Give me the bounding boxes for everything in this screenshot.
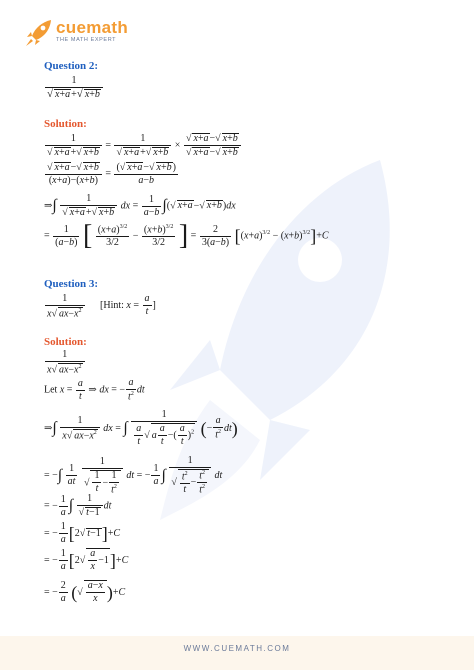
brand-logo[interactable] (56, 20, 128, 43)
solution-2-step-2: $\frac{√ x+a-√ x+b}{(x+a)-(x+b)}$ = $\frac{(√ x+a-√ x+b)}{a-b}$ (47, 162, 176, 186)
solution-3-step-3: ⇒∫ $\frac{1}{x√ ax-x^2}$ dx = ∫ 1 $\frac{a}{t}$ √ a $\frac{a}{t}$ −( $\frac{a}{t}$ )$^2$ (− $\frac{a}{t^2}$ dt) (44, 409, 238, 447)
footer-url[interactable]: WWW.CUEMATH.COM (183, 644, 291, 653)
brand-tagline: THE MATH EXPERT (56, 37, 117, 43)
solution-3-step-1: $\frac{1}{x√ ax-x^2}$ (44, 350, 86, 375)
question-3-heading: Question 3: (44, 278, 99, 290)
question-3-hint: [Hint: x = $\frac{a}{t}$ ] (100, 293, 156, 317)
rocket-icon (24, 18, 54, 48)
solution-2-step-4: = $\frac{1}{(a-b)}$ [ $\frac{(x+a)^{3/2}}{3/2}$ − $\frac{(x+b)^{3/2}}{3/2}$ ] = $\frac{2}{3(a-b)}$ $[(x+a)^{3/2} - (x+b)^{3/2}]+C$ (44, 220, 329, 251)
let-label: Let (44, 384, 58, 396)
solution-3-step-8: = − $\frac{2}{a}$ (√ $\frac{a-x}{x}$ )+C (44, 580, 126, 604)
solution-3-heading: Solution: (44, 336, 87, 348)
question-2-heading: Question 2: (44, 60, 99, 72)
solution-3-step-7: = − $\frac{1}{a}$ [2√ $\frac{a}{x}$ −1]+C (44, 548, 129, 572)
solution-3-step-4: = −∫ $\frac{1}{at}$ 1 √ $\frac{1}{t}$ − $\frac{1}{t^2}$ dt = − $\frac{1}{a}$ ∫ 1 √ $\frac{t^2}{t}$ − $\frac{t^2}{t^2}$ dt (44, 455, 223, 496)
solution-3-step-5: = − $\frac{1}{a}$ ∫ $\frac{1}{√ t-1}$ dt (44, 493, 112, 518)
solution-2-step-1: $\frac{1}{√ x+a+√ x+b}$ = $\frac{1}{√ x+a+√ x+b}$ × $\frac{√ x+a-√ x+b}{√ x+a-√ x+b}$ (44, 133, 242, 158)
solution-3-step-6: = − $\frac{1}{a}$ [2√ t−1]+C (44, 521, 121, 545)
hint-label: Hint: (103, 299, 124, 311)
footer-band (0, 636, 474, 670)
solution-3-step-2: Let x = $\frac{a}{t}$ ⇒ dx = − $\frac{a}{t^2}$ dt (44, 377, 145, 403)
brand-name: cuemath (56, 18, 129, 37)
solution-2-heading: Solution: (44, 118, 87, 130)
question-2-expression: $\frac{1}{√ x+a+√ x+b}$ (44, 76, 104, 100)
solution-2-step-3: ⇒∫ $\frac{1}{√ x+a+√ x+b}$ dx = $\frac{1}{a-b}$ ∫(√ x+a−√ x+b)dx (44, 193, 236, 218)
question-3-expression: $\frac{1}{x√ ax-x^2}$ (44, 294, 86, 319)
